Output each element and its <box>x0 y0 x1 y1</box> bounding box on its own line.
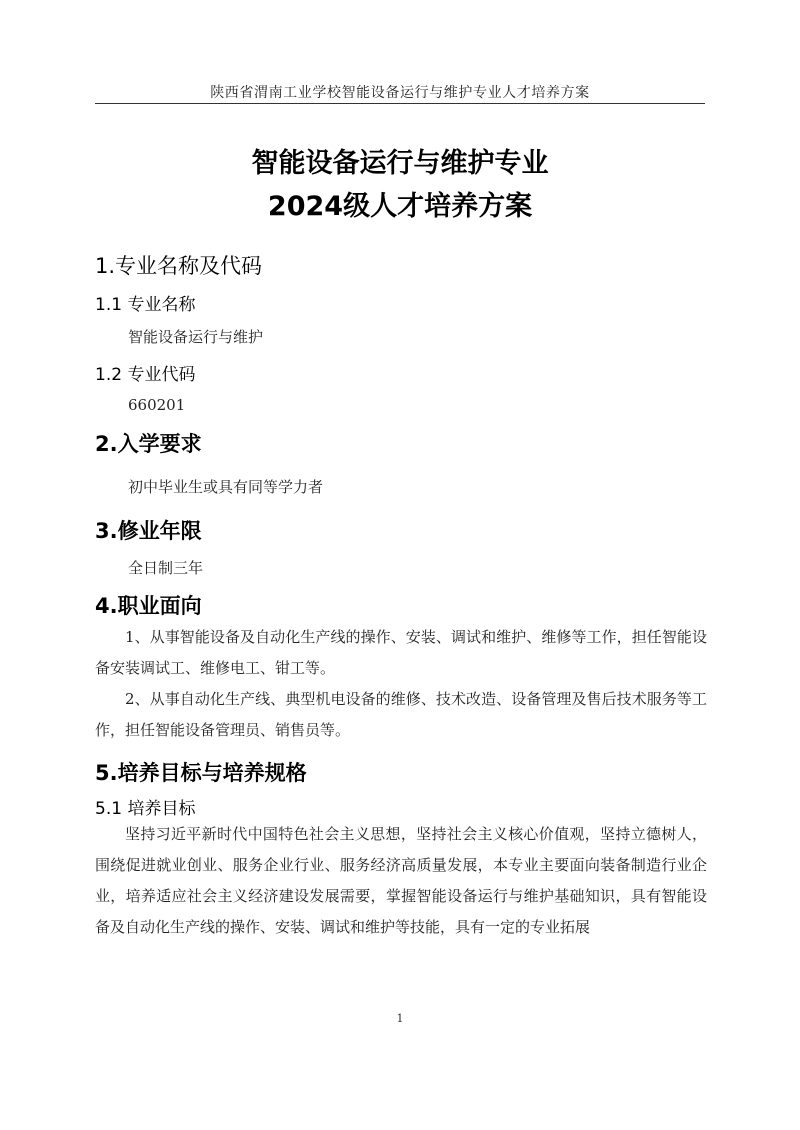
section-5-heading: 5.培养目标与培养规格 <box>95 761 307 785</box>
document-title-line-2: 2024级人才培养方案 <box>267 191 533 222</box>
section-5-1-heading: 5.1 培养目标 <box>95 799 196 819</box>
section-4-heading: 4.职业面向 <box>95 594 202 618</box>
section-2-heading: 2.入学要求 <box>95 432 202 456</box>
major-code-value: 660201 <box>128 396 186 414</box>
document-title-line-1: 智能设备运行与维护专业 <box>251 148 549 179</box>
major-name-value: 智能设备运行与维护 <box>128 328 264 346</box>
section-1-heading: 1.专业名称及代码 <box>95 254 263 278</box>
section-1-2-heading: 1.2 专业代码 <box>95 365 196 385</box>
section-3-heading: 3.修业年限 <box>95 519 202 543</box>
career-paragraph-1: 1、从事智能设备及自动化生产线的操作、安装、调试和维护、维修等工作，担任智能设备安装调试工、维修电工、钳工等。 <box>95 628 707 677</box>
page-number: 1 <box>396 1012 404 1025</box>
career-paragraph-2: 2、从事自动化生产线、典型机电设备的维修、技术改造、设备管理及售后技术服务等工作，担任智能设备管理员、销售员等。 <box>95 690 707 739</box>
admission-requirement-value: 初中毕业生或具有同等学力者 <box>128 478 324 496</box>
training-objective-paragraph: 坚持习近平新时代中国特色社会主义思想，坚持社会主义核心价值观，坚持立德树人，围绕促进就业创业、服务企业行业、服务经济高质量发展，本专业主要面向装备制造行业企业，培养适应社会主义经济建设发展需要，掌握智能设备运行与维护基础知识，具有智能设备及自动化生产线的操作、安装、调试和维护等技能，具有一定的专业拓展 <box>95 825 707 936</box>
header-rule <box>95 103 705 104</box>
running-header: 陕西省渭南工业学校智能设备运行与维护专业人才培养方案 <box>210 85 590 101</box>
study-duration-value: 全日制三年 <box>128 559 204 577</box>
section-1-1-heading: 1.1 专业名称 <box>95 295 196 315</box>
